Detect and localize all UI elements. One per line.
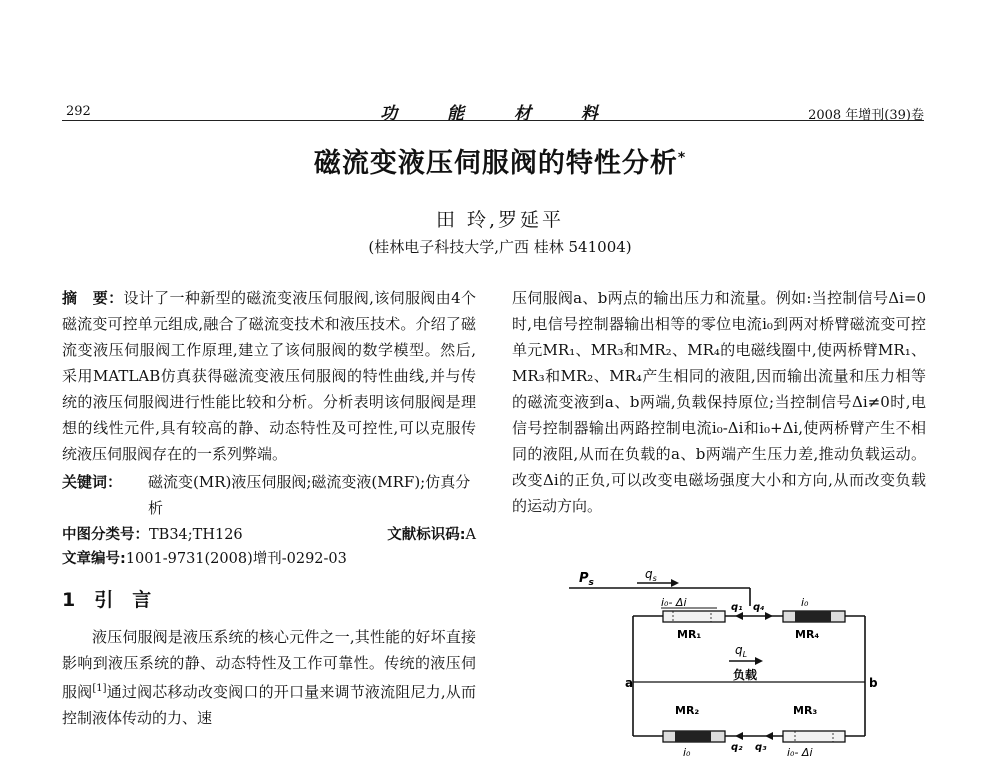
doc-code-value: A [465, 527, 476, 543]
clc-label: 中图分类号： [62, 527, 149, 543]
journal-name: 功 能 材 料 [380, 104, 620, 124]
abstract-label: 摘 要： [62, 289, 124, 307]
classification-line [62, 523, 476, 547]
article-number-label: 文章编号: [62, 551, 126, 567]
mr2-current: i₀ [683, 746, 691, 759]
keywords [62, 469, 476, 521]
q2-arrowhead [735, 732, 743, 740]
left-column [62, 285, 476, 731]
mr2-coil [675, 731, 711, 742]
ps-label: $P_s$ [579, 571, 594, 588]
doc-code-label: 文献标识码: [387, 527, 466, 543]
keywords-label: 关键词： [62, 473, 123, 491]
article-number [62, 547, 476, 571]
mr3-current: i₀- Δi [787, 746, 813, 759]
q3-label: q₃ [755, 742, 767, 753]
mr1-valve [663, 611, 725, 622]
intro-text-cont: 通过阀芯移动改变阀口的开口量来调节液流阻尼力,从而控制液体传动的力、速 [62, 683, 476, 727]
mr3-valve [783, 731, 845, 742]
affiliation: (桂林电子科技大学,广西 桂林 541004) [368, 238, 632, 256]
node-b: b [869, 676, 878, 690]
page-number: 292 [66, 104, 91, 119]
intro-paragraph [62, 624, 476, 731]
mr3-label: MR₃ [793, 704, 818, 717]
ql-label: $q_L$ [735, 643, 748, 659]
section-heading: 1 引 言 [62, 589, 152, 611]
mr4-label: MR₄ [795, 628, 820, 641]
q3-arrowhead [765, 732, 773, 740]
qs-arrowhead [671, 579, 679, 587]
qs-label: $q_s$ [645, 567, 657, 583]
node-a: a [625, 676, 634, 690]
mr4-coil [795, 611, 831, 622]
mr-bridge-figure [565, 566, 885, 760]
q2-label: q₂ [731, 742, 743, 753]
article-number-value: 1001-9731(2008)增刊-0292-03 [125, 551, 347, 567]
article-title: 磁流变液压伺服阀的特性分析* [313, 148, 687, 179]
q4-label: q₄ [753, 602, 765, 613]
clc-value: TB34;TH126 [149, 527, 243, 543]
abstract [62, 285, 476, 467]
keywords-text: 磁流变(MR)液压伺服阀;磁流变液(MRF);仿真分析 [148, 473, 471, 517]
journal-issue: 2008 年增刊(39)卷 [808, 108, 924, 123]
mr4-current: i₀ [801, 596, 809, 609]
title-footnote-mark: * [677, 150, 687, 166]
reference-mark: [1] [92, 683, 107, 694]
intro-text: 液压伺服阀是液压系统的核心元件之一,其性能的好坏直接影响到液压系统的静、动态特性及工作可靠性。传统的液压伺服阀 [62, 628, 476, 701]
load-label: 负载 [733, 668, 758, 682]
q1-arrowhead [735, 612, 743, 620]
q1-label: q₁ [731, 602, 743, 613]
authors: 田 玲,罗延平 [435, 209, 565, 231]
mr1-current: i₀- Δi [661, 596, 687, 609]
mr1-label: MR₁ [677, 628, 702, 641]
mr2-label: MR₂ [675, 704, 700, 717]
ql-arrowhead [755, 657, 763, 665]
right-paragraph: 压伺服阀a、b两点的输出压力和流量。例如:当控制信号Δi=0时,电信号控制器输出相等的零位电流i₀到两对桥臂磁流变可控单元MR₁、MR₃和MR₂、MR₄的电磁线圈中,使两桥臂MR₁、MR₃和MR₂、MR₄产生相同的液阻,因而输出流量和压力相等的磁流变液到a、b两端,负载保持原位;当控制信号Δi≠0时,电信号控制器输出两路控制电流i₀-Δi和i₀+Δi,使两桥臂产生不相同的液阻,从而在负载的a、b两端产生压力差,推动负载运动。改变Δi的正负,可以改变电磁场强度大小和方向,从而改变负载的运动方向。 [512, 289, 926, 515]
q4-arrowhead [765, 612, 773, 620]
header-rule [62, 120, 924, 121]
abstract-text: 设计了一种新型的磁流变液压伺服阀,该伺服阀由4个磁流变可控单元组成,融合了磁流变技术和液压技术。介绍了磁流变液压伺服阀工作原理,建立了该伺服阀的数学模型。然后,采用MATLAB仿真获得磁流变液压伺服阀的特性曲线,并与传统的液压伺服阀进行性能比较和分析。分析表明该伺服阀是理想的线性元件,具有较高的静、动态特性及可控性,可以克服传统液压伺服阀存在的一系列弊端。 [62, 289, 476, 463]
right-column [512, 285, 926, 519]
